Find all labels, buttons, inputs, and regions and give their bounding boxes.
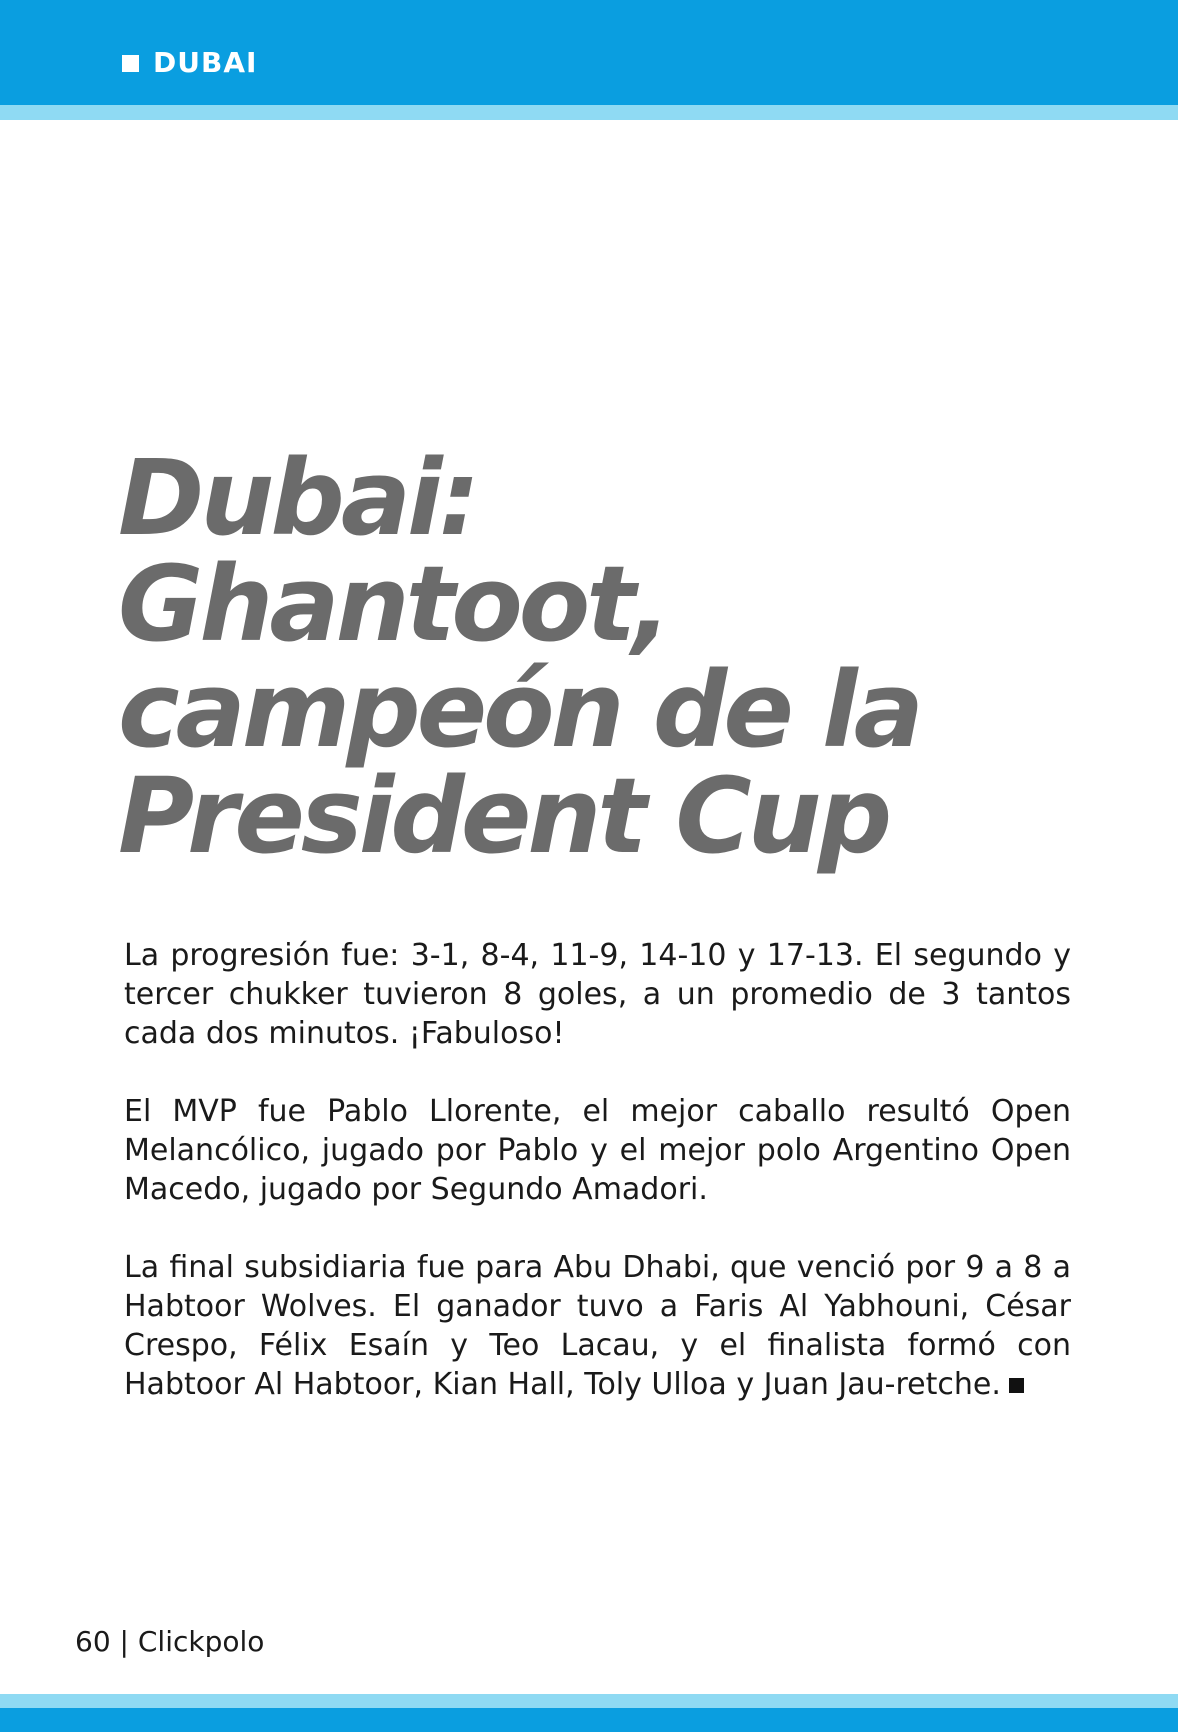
section-name: DUBAI [153,46,258,79]
page-footer: 60 | Clickpolo [75,1625,265,1658]
footer-bar [0,1708,1178,1732]
square-bullet-icon [122,55,139,72]
end-mark-icon [1009,1378,1024,1393]
paragraph: La progresión fue: 3-1, 8-4, 11-9, 14-10 y 17-13. El segundo y tercer chukker tuvieron 8 goles, a un promedio de 3 tantos cada dos minutos. ¡Fabuloso! [124,938,1071,1051]
footer-stripe [0,1694,1178,1708]
title-line: Dubai: [118,437,477,559]
article-body [124,936,1071,1443]
paragraph: El MVP fue Pablo Llorente, el mejor caballo resultó Open Melancólico, jugado por Pablo y el mejor polo Argentino Open Macedo, jugado por Segundo Amadori. [124,1094,1071,1207]
title-line: campeón de la [118,649,920,771]
section-label [122,46,258,79]
title-line: President Cup [118,755,889,877]
article-title [118,437,1118,877]
header-stripe [0,105,1178,120]
title-line: Ghantoot, [118,543,668,665]
paragraph-text: La final subsidiaria fue para Abu Dhabi, que venció por 9 a 8 a Habtoor Wolves. El ganador tuvo a Faris Al Yabhouni, César Crespo, Félix Esaín y Teo Lacau, y el finalista formó con Habtoor Al Habtoor, Kian Hall, Toly Ulloa y Juan Jau-retche. [124,1250,1071,1402]
paragraph-last [124,1248,1071,1404]
